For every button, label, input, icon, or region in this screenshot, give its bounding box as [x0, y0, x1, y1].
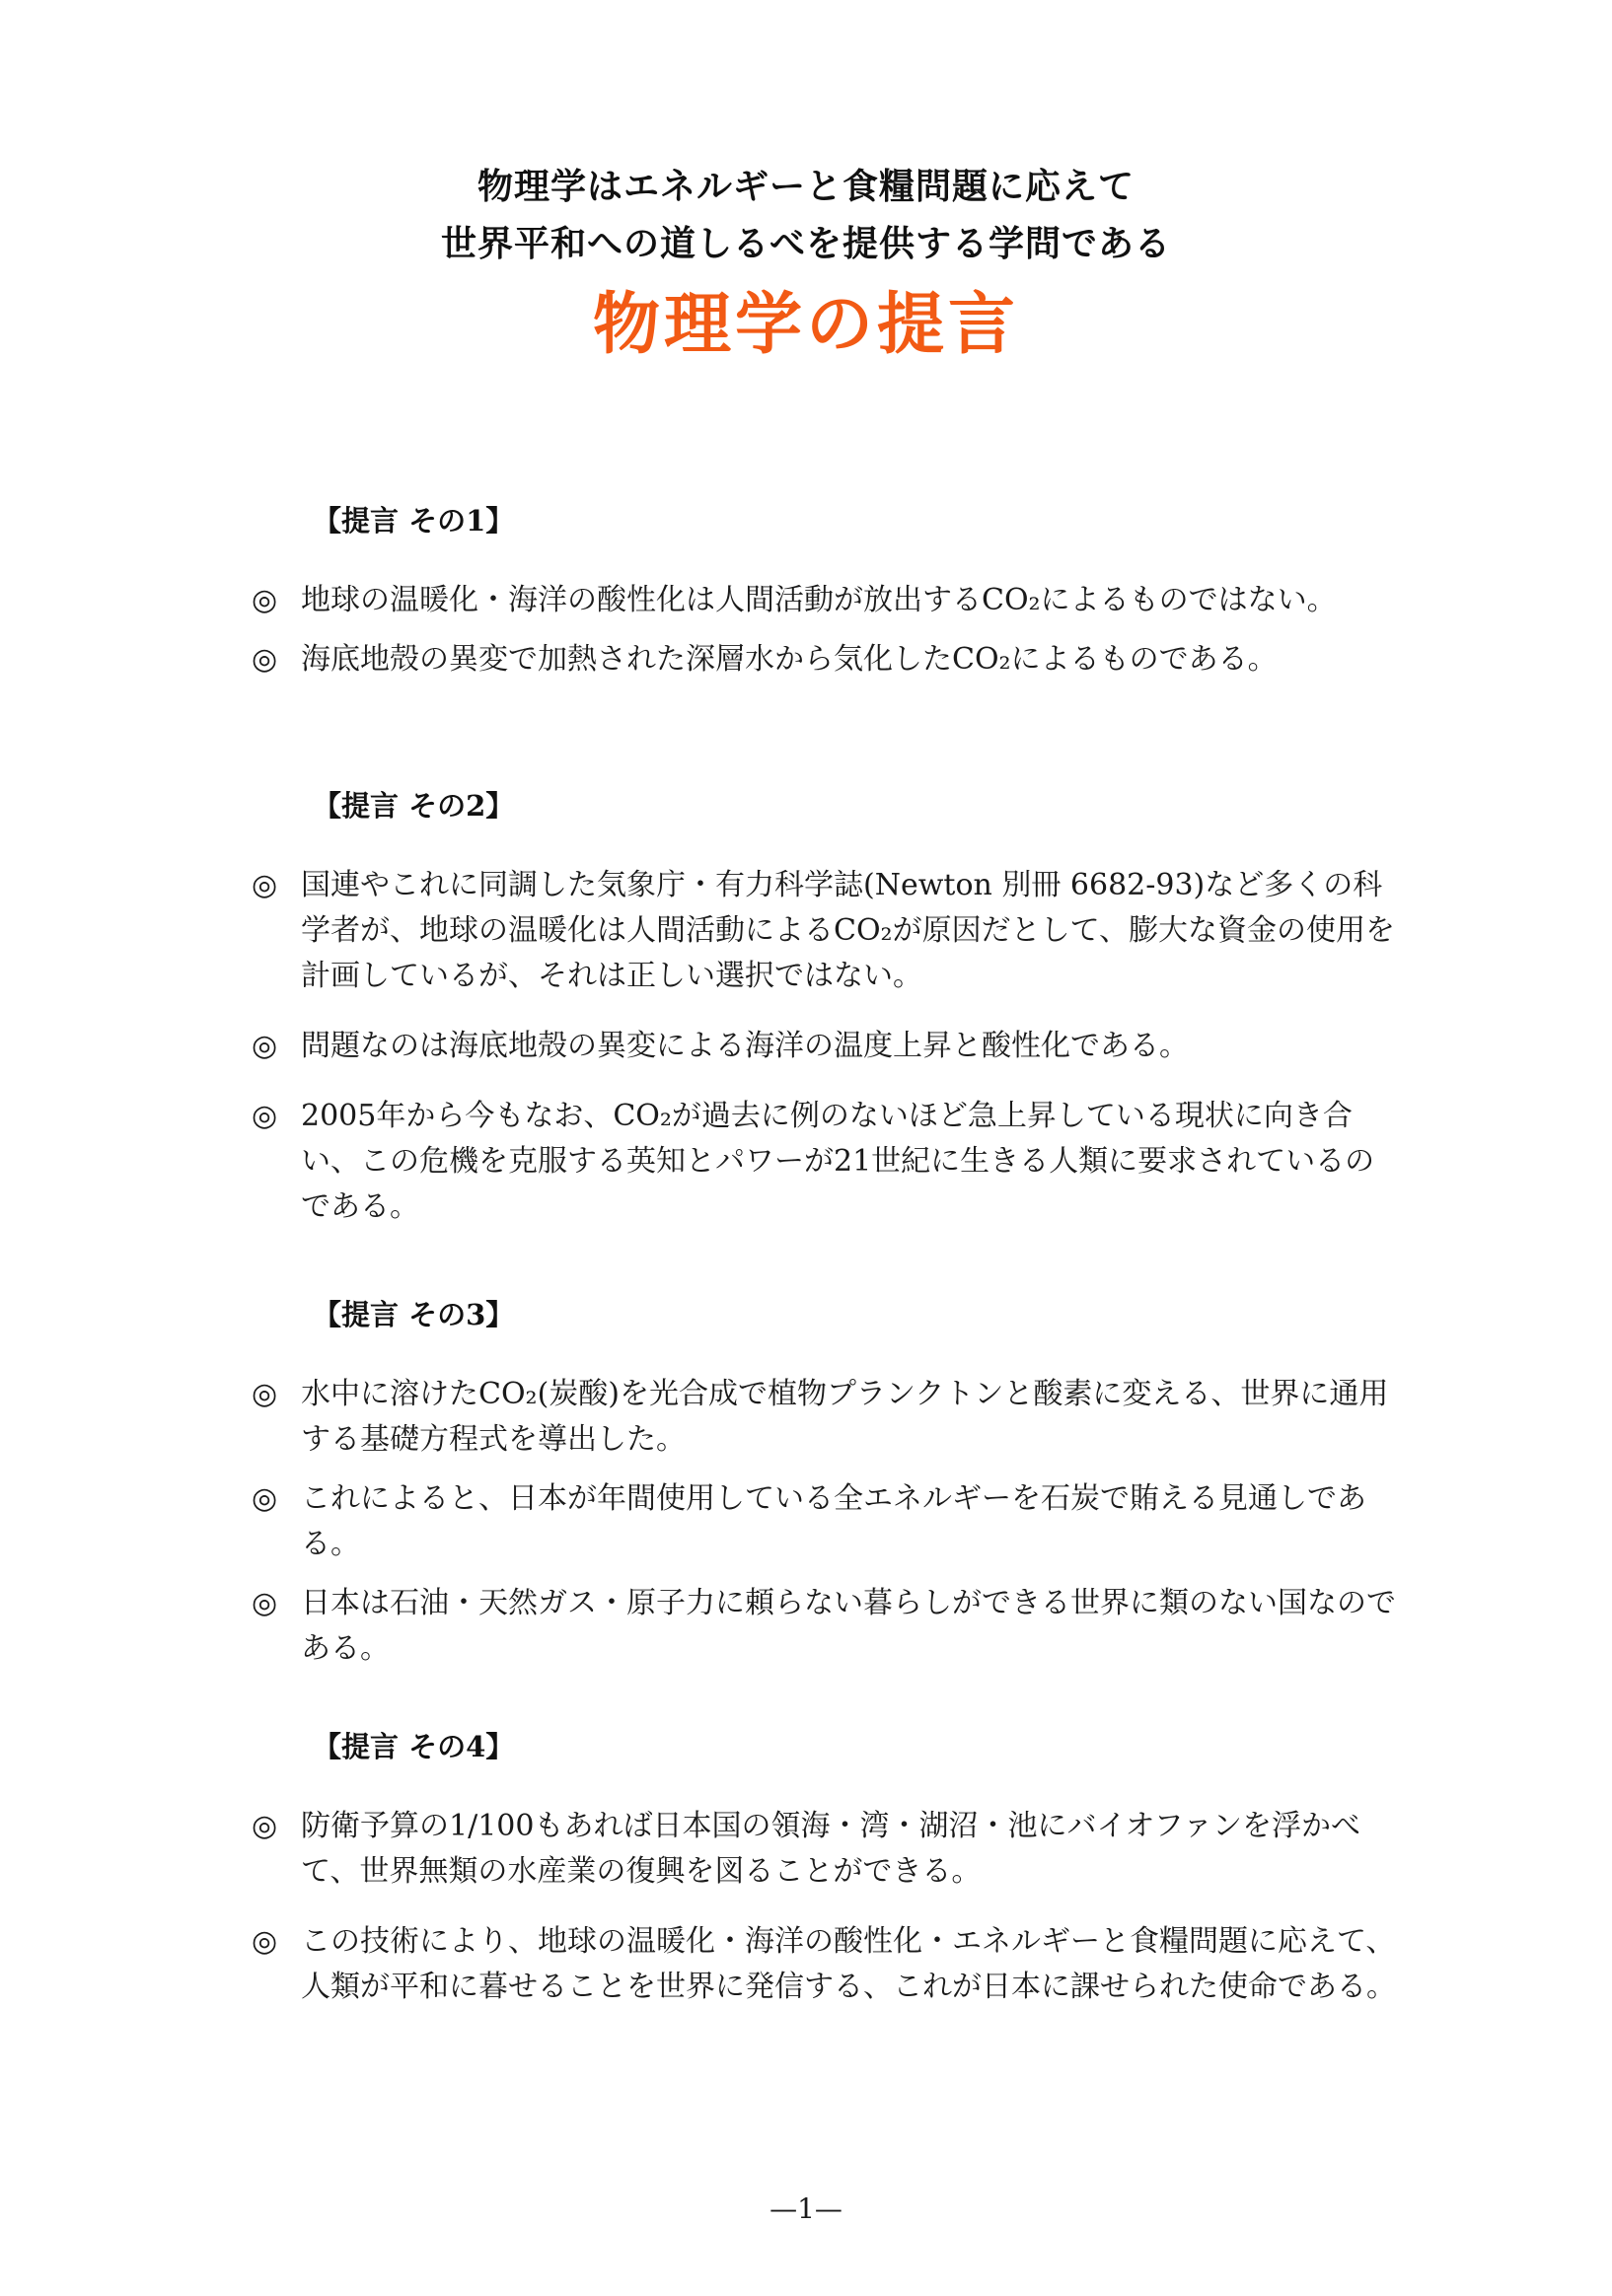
double-circle-bullet-icon: ◎ — [252, 1099, 278, 1133]
item-text: 国連やこれに同調した気象庁・有力科学誌(Newton 別冊 6682-93)など多くの科学者が、地球の温暖化は人間活動によるCO₂が原因だとして、膨大な資金の使用を計画しているが、それは正しい選択ではない。 — [301, 868, 1395, 993]
double-circle-bullet-icon: ◎ — [252, 1924, 278, 1959]
double-circle-bullet-icon: ◎ — [252, 868, 278, 902]
proposal-section-2 — [252, 786, 1396, 1255]
section-title: 【提言 その1】 — [313, 504, 515, 538]
double-circle-bullet-icon: ◎ — [252, 642, 278, 677]
double-circle-bullet-icon: ◎ — [252, 1481, 278, 1516]
section-title: 【提言 その3】 — [313, 1298, 515, 1331]
proposal-section-1 — [252, 501, 1396, 707]
double-circle-bullet-icon: ◎ — [252, 1377, 278, 1411]
list-item — [252, 863, 1396, 999]
page-number: —1— — [769, 2192, 843, 2225]
double-circle-bullet-icon: ◎ — [252, 583, 278, 617]
page-title: 物理学の提言 — [592, 285, 1019, 364]
double-circle-bullet-icon: ◎ — [252, 1029, 278, 1063]
subtitle-line-1: 物理学はエネルギーと食糧問題に応えて — [476, 166, 1135, 207]
item-text: この技術により、地球の温暖化・海洋の酸性化・エネルギーと食糧問題に応えて、人類が平和に暮せることを世界に発信する、これが日本に課せられた使命である。 — [301, 1924, 1396, 2004]
list-item — [252, 1804, 1396, 1895]
item-text: 日本は石油・天然ガス・原子力に頼らない暮らしができる世界に類のない国なのである。 — [301, 1586, 1396, 1666]
section-title: 【提言 その2】 — [313, 789, 515, 823]
document-header — [0, 158, 1612, 367]
subtitle-line-2: 世界平和への道しるべを提供する学問である — [440, 223, 1171, 264]
item-text: 問題なのは海底地殻の異変による海洋の温度上昇と酸性化である。 — [301, 1029, 1189, 1063]
section-title: 【提言 その4】 — [313, 1730, 515, 1763]
item-text: 地球の温暖化・海洋の酸性化は人間活動が放出するCO₂によるものではない。 — [301, 583, 1337, 617]
proposal-section-3 — [252, 1295, 1396, 1696]
list-item — [252, 1581, 1396, 1672]
proposal-section-4 — [252, 1727, 1396, 2035]
item-text: 水中に溶けたCO₂(炭酸)を光合成で植物プランクトンと酸素に変える、世界に通用する基礎方程式を導出した。 — [301, 1377, 1389, 1457]
double-circle-bullet-icon: ◎ — [252, 1809, 278, 1843]
list-item — [252, 1476, 1396, 1567]
list-item — [252, 1094, 1396, 1230]
list-item — [252, 1919, 1396, 2010]
double-circle-bullet-icon: ◎ — [252, 1586, 278, 1620]
item-text: 海底地殻の異変で加熱された深層水から気化したCO₂によるものである。 — [301, 642, 1278, 677]
list-item — [252, 637, 1396, 682]
list-item — [252, 578, 1396, 623]
item-text: これによると、日本が年間使用している全エネルギーを石炭で賄える見通しである。 — [301, 1481, 1366, 1561]
item-text: 防衛予算の1/100もあれば日本国の領海・湾・湖沼・池にバイオファンを浮かべて、世界無類の水産業の復興を図ることができる。 — [301, 1809, 1361, 1889]
item-text: 2005年から今もなお、CO₂が過去に例のないほど急上昇している現状に向き合い、この危機を克服する英知とパワーが21世紀に生きる人類に要求されているのである。 — [301, 1099, 1375, 1224]
list-item — [252, 1024, 1396, 1069]
list-item — [252, 1372, 1396, 1463]
